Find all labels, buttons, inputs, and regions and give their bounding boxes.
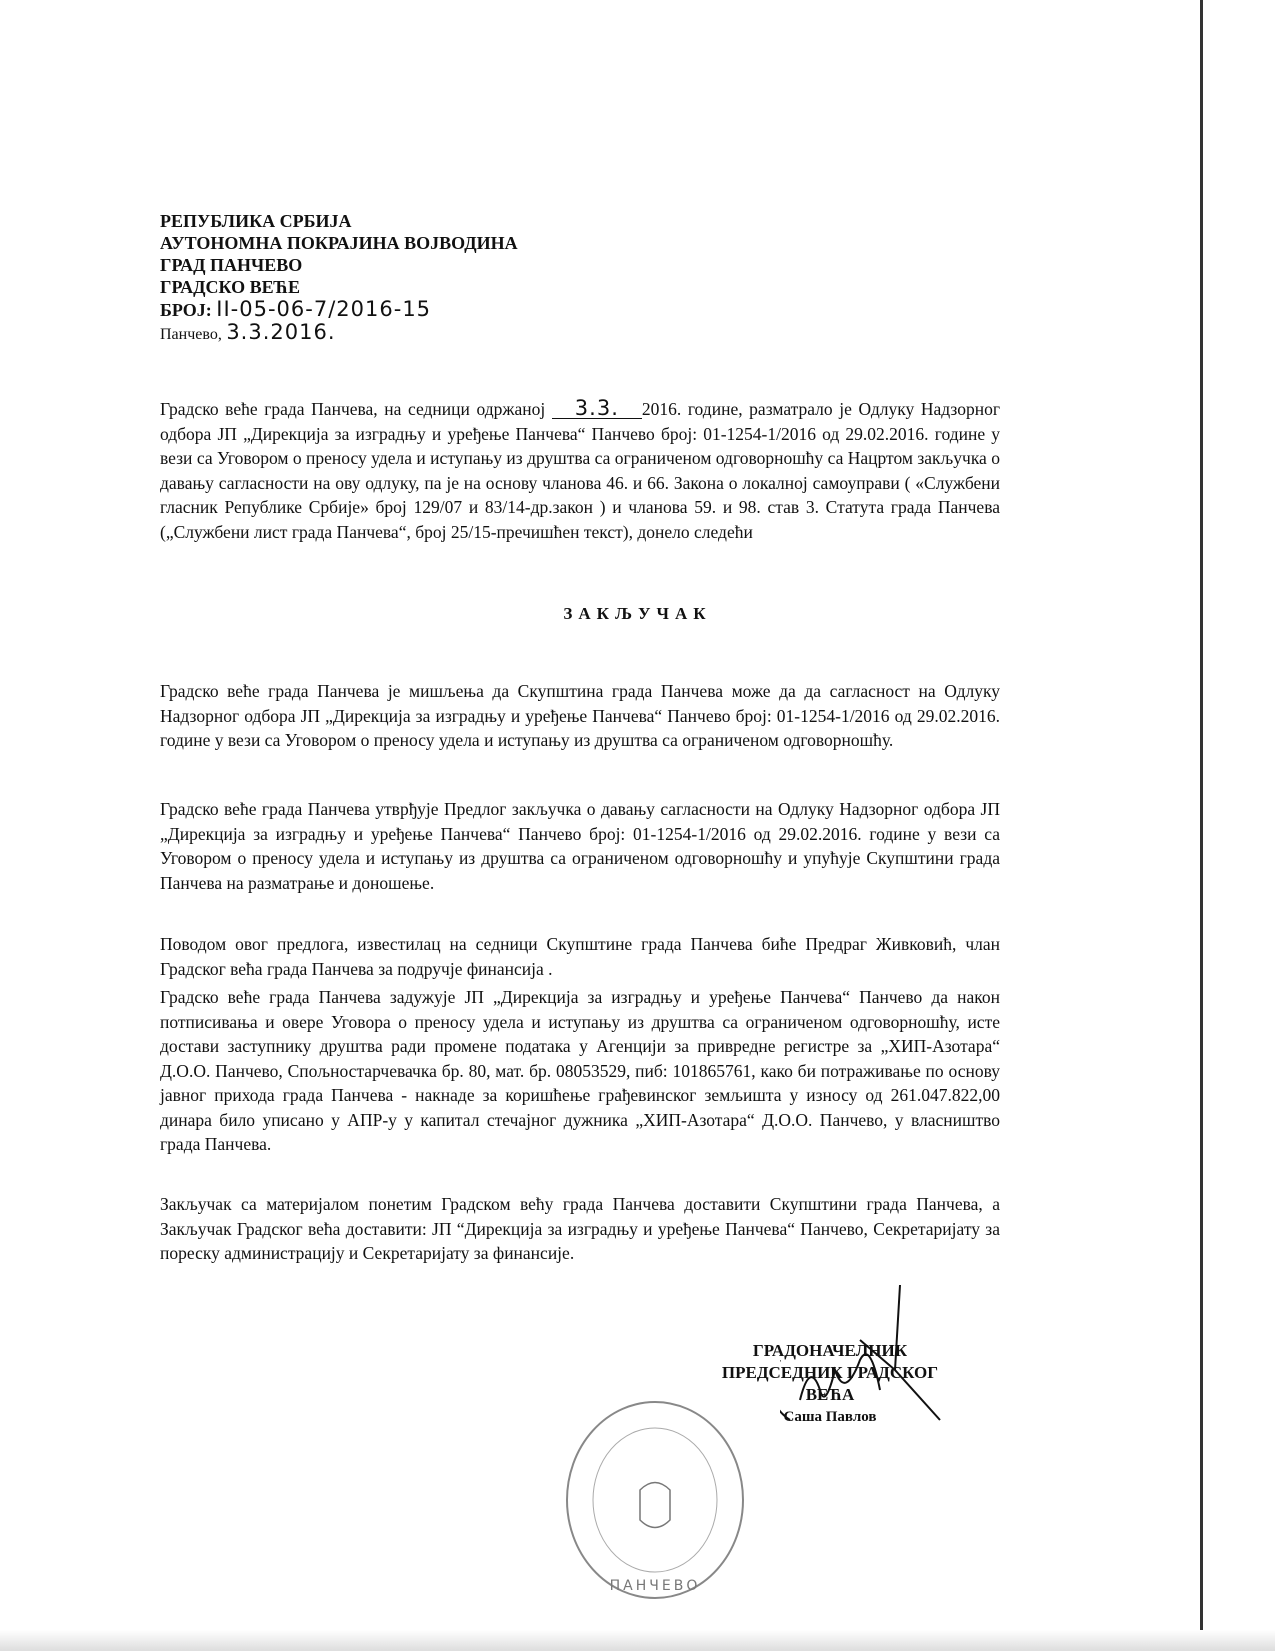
signatory-title: ГРАДОНАЧЕЛНИК: [752, 1341, 908, 1360]
place-label: Панчево,: [160, 326, 222, 343]
document-date: [160, 321, 518, 346]
paragraph: Градско веће града Панчева утврђује Предлог закључка о давању сагласности на Одлуку Надзорног одбора ЈП „Дирекција за изградњу и уређење Панчева“ Панчево број: 01-1254-1/2016 од 29.02.2016. године у вези са Уговором о преносу удела и иступању из друштва са ограниченом одговорношћу и упућује Скупштини града Панчева на разматрање и доношење.: [160, 799, 1000, 893]
intro-text: Градско веће града Панчева, на седници одржаној: [160, 399, 546, 419]
date-value: 3.3.2016.: [226, 320, 336, 344]
paragraph: Градско веће града Панчева задужује ЈП „Дирекција за изградњу и уређење Панчева“ Панчево да након потписивања и овере Уговора о преносу удела и иступању из друштва са ограниченом одговорношћу, исте достави заступнику друштва ради промене података у Агенцији за привредне регистре за „ХИП-Азотара“ Д.О.О. Панчево, Спољностарчевачка бр. 80, мат. бр. 08053529, пиб: 101865761, како би потраживање по основу јавног прихода града Панчева - накнаде за коришћење грађевинског земљишта у износу од 261.047.822,00 динара било уписано у АПР-у у капитал стечајног дужника „ХИП-Азотара“ Д.О.О. Панчево, у власништво града Панчева.: [160, 987, 1000, 1154]
scan-edge: [1200, 0, 1203, 1651]
session-date: 3.3.: [552, 398, 642, 419]
number-label: БРОЈ:: [160, 300, 212, 320]
paragraph: Закључак са материјалом понетим Градском већу града Панчева доставити Скупштини града Панчева, а Закључак Градског већа доставити: ЈП “Дирекција за изградњу и уређење Панчева“ Панчево, Секретаријату за пореску администрацију и Секретаријату за финансије.: [160, 1194, 1000, 1263]
paragraph: Градско веће града Панчева је мишљења да Скупштина града Панчева може да да сагласност на Одлуку Надзорног одбора ЈП „Дирекција за изградњу и уређење Панчева“ Панчево број: 01-1254-1/2016 од 29.02.2016. године у вези са Уговором о преносу удела и иступању из друштва са ограниченом одговорношћу.: [160, 681, 1000, 750]
document-header: [160, 210, 518, 346]
header-line: ГРАД ПАНЧЕВО: [160, 255, 303, 275]
scan-shadow: [0, 1630, 1275, 1651]
header-line: АУТОНОМНА ПОКРАЈИНА ВОЈВОДИНА: [160, 233, 518, 253]
number-value: II-05-06-7/2016-15: [216, 297, 432, 321]
document-number: [160, 298, 518, 321]
intro-text: 2016. године, разматрало је Одлуку Надзорног одбора ЈП „Дирекција за изградњу и уређење Панчева“ Панчево број: 01-1254-1/2016 од 29.02.2016. године у вези са Уговором о преносу удела и иступању из друштва са ограниченом одговорношћу са Нацртом закључка о давању сагласности на ову одлуку, па је на основу чланова 46. и 66. Закона о локалној самоуправи ( «Службени гласник Републике Србије» број 129/07 и 83/14-др.закон ) и чланова 59. и 98. став 3. Статута града Панчева („Службени лист града Панчева“, број 25/15-пречишћен текст), донело следећи: [160, 399, 1000, 542]
document-title: ЗАКЉУЧАК: [563, 604, 712, 623]
signatory-role: ПРЕДСЕДНИК ГРАДСКОГ ВЕЋА: [721, 1363, 939, 1404]
header-line: ГРАДСКО ВЕЋЕ: [160, 277, 301, 297]
header-line: РЕПУБЛИКА СРБИЈА: [160, 211, 352, 231]
handwritten-signature: [780, 1280, 950, 1435]
paragraph: Поводом овог предлога, известилац на седници Скупштине града Панчева биће Предраг Живковић, члан Градског већа града Панчева за подручје финансија .: [160, 934, 1000, 979]
signatory-name: Саша Павлов: [783, 1409, 877, 1425]
intro-paragraph: [160, 397, 1000, 544]
svg-text:ПАНЧЕВО: ПАНЧЕВО: [609, 1578, 701, 1594]
